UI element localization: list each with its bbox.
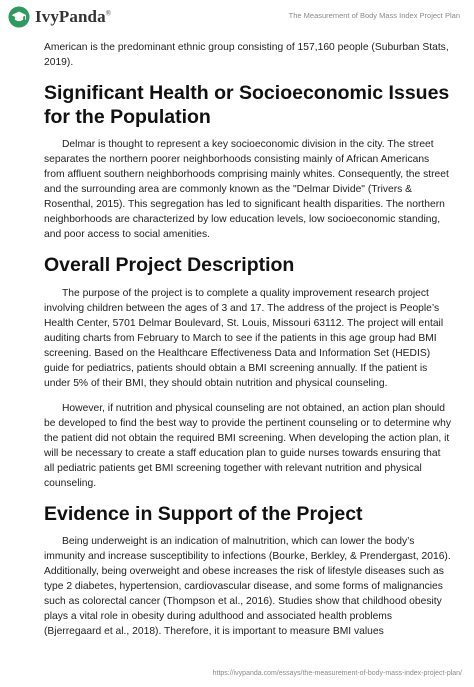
intro-continuation-paragraph: American is the predominant ethnic group consisting of 157,160 people (Suburban Stats, 2019).	[44, 42, 449, 68]
paragraph: However, if nutrition and physical counseling are not obtained, an action plan should be developed to find the best way to provide the pertinent counseling or to determine why the patient did not obtain the required BMI screening. When developing the action plan, it will be necessary to create a staff education plan to guide nurses towards ensuring that all pediatric patients get BMI screening together with relevant nutrition and physical counseling.	[44, 402, 451, 489]
paragraph: Delmar is thought to represent a key socioeconomic division in the city. The street separates the northern poorer neighborhoods consisting mainly of African Americans from affluent southern neighborhoods comprising mainly whites. Consequently, the street and the surrounding area are commonly known as the "Delmar Divide" (Trivers & Rosenthal, 2015). This segregation has led to significant health disparities. The northern neighborhoods are characterized by low education levels, low socioeconomic standing, and poor access to social amenities.	[44, 139, 449, 240]
document-title: The Measurement of Body Mass Index Project Plan	[288, 11, 460, 20]
paragraph: Being underweight is an indication of malnutrition, which can lower the body’s immunity and increase susceptibility to infections (Bourke, Berkley, & Prendergast, 2016). Additionally, being overweight and obese increases the risk of lifestyle diseases such as type 2 diabetes, hypertension, cardiovascular disease, and some forms of malignancies such as colorectal cancer (Thompson et al., 2016). Studies show that childhood obesity plays a vital role in obesity during adulthood and associated health problems (Bjerregaard et al., 2018). Therefore, it is important to measure BMI values	[44, 536, 451, 637]
section-heading-project-description: Overall Project Description	[44, 254, 295, 276]
mortarboard-logo-icon	[8, 6, 30, 28]
registered-mark: ®	[105, 9, 112, 18]
section-heading-health-issues: Significant Health or Socioeconomic Issues for the Population	[44, 82, 450, 128]
page-header	[0, 0, 474, 38]
brand-logo[interactable]	[8, 6, 111, 28]
essay-body	[44, 40, 452, 649]
section-heading-evidence: Evidence in Support of the Project	[44, 502, 363, 525]
source-url[interactable]: https://ivypanda.com/essays/the-measurement-of-body-mass-index-project-plan/	[212, 670, 462, 677]
brand-name: IvyPanda®	[35, 7, 112, 26]
paragraph: The purpose of the project is to complete a quality improvement research project involving children between the ages of 3 and 17. The address of the project is People’s Health Center, 5701 Delmar Boulevard, St. Louis, Missouri 63112. The project will entail auditing charts from February to March to see if the patients in this age group had BMI screening. Based on the Healthcare Effectiveness Data and Information Set (HEDIS) guide for pediatrics, patients should obtain a BMI screening annually. If the patient is under 5% of their BMI, they should obtain nutrition and physical counseling.	[44, 287, 444, 389]
